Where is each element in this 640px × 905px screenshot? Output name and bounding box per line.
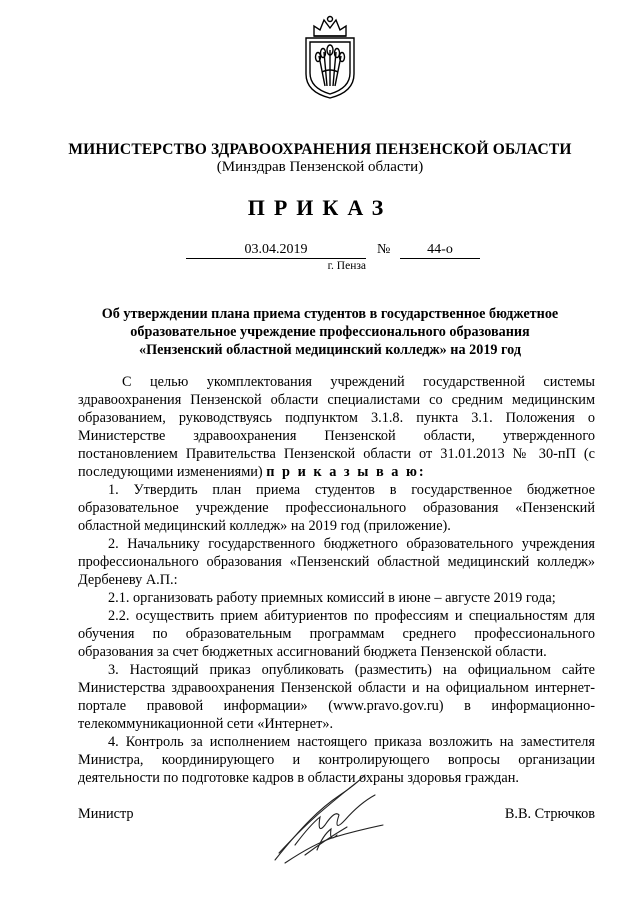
handwritten-signature: [265, 765, 395, 875]
paragraph-2-1: 2.1. организовать работу приемных комиссий в июне – августе 2019 года;: [108, 590, 556, 606]
order-number: 44-о: [400, 242, 480, 259]
preamble-text: С целью укомплектования учреждений государственной системы здравоохранения Пензенской области специалистами со средним медицинским образованием, руководствуясь подпунктом 3.1.8. пункта 3.1. Положения о Министерстве здравоохранения Пензенской области, утвержденного постановлением Правительства Пензенской области от 31.01.2013 № 30-пП (с последующими изменениями): [78, 374, 595, 480]
signer-position: Министр: [78, 806, 134, 822]
signer-name: В.В. Стрючков: [504, 806, 595, 822]
number-sign: №: [377, 242, 391, 257]
title-line: «Пензенский областной медицинский колледж» на 2019 год: [138, 342, 521, 358]
order-word: п р и к а з ы в а ю:: [266, 464, 426, 480]
paragraph-3: 3. Настоящий приказ опубликовать (разместить) на официальном сайте Министерства здравоохранения Пензенской области и на официальном интернет-портале правовой информации» (www.pravo.gov.ru) в информационно-телекоммуникационной сети «Интернет».: [78, 662, 595, 732]
coat-of-arms-icon: [298, 14, 362, 100]
order-date: 03.04.2019: [186, 242, 366, 259]
title-line: Об утверждении плана приема студентов в государственное бюджетное: [101, 306, 559, 322]
order-city: г. Пенза: [327, 260, 366, 272]
paragraph-4: 4. Контроль за исполнением настоящего приказа возложить на заместителя Министра, координирующего и контролирующего вопросы организации деятельности по подготовке кадров в области охраны здоровья граждан.: [78, 734, 595, 786]
order-body: [78, 373, 595, 787]
document-type: ПРИКАЗ: [247, 195, 393, 220]
title-line: образовательное учреждение профессионального образования: [130, 324, 530, 340]
ministry-short-name: (Минздрав Пензенской области): [216, 159, 424, 175]
paragraph-2-2: 2.2. осуществить прием абитуриентов по профессиям и специальностям для обучения по образовательным программам среднего профессионального образования за счет бюджетных ассигнований бюджета Пензенской области.: [78, 608, 595, 660]
paragraph-1: 1. Утвердить план приема студентов в государственное бюджетное образовательное учреждение профессионального образования «Пензенский областной медицинский колледж» на 2019 год (приложение).: [78, 482, 595, 534]
ministry-name: МИНИСТЕРСТВО ЗДРАВООХРАНЕНИЯ ПЕНЗЕНСКОЙ ОБЛАСТИ: [68, 141, 572, 158]
order-title: [70, 305, 590, 359]
paragraph-2: 2. Начальнику государственного бюджетного образовательного учреждения профессионального образования «Пензенский областной медицинский колледж» Дербеневу А.П.:: [78, 536, 595, 588]
preamble-paragraph: [78, 373, 595, 481]
